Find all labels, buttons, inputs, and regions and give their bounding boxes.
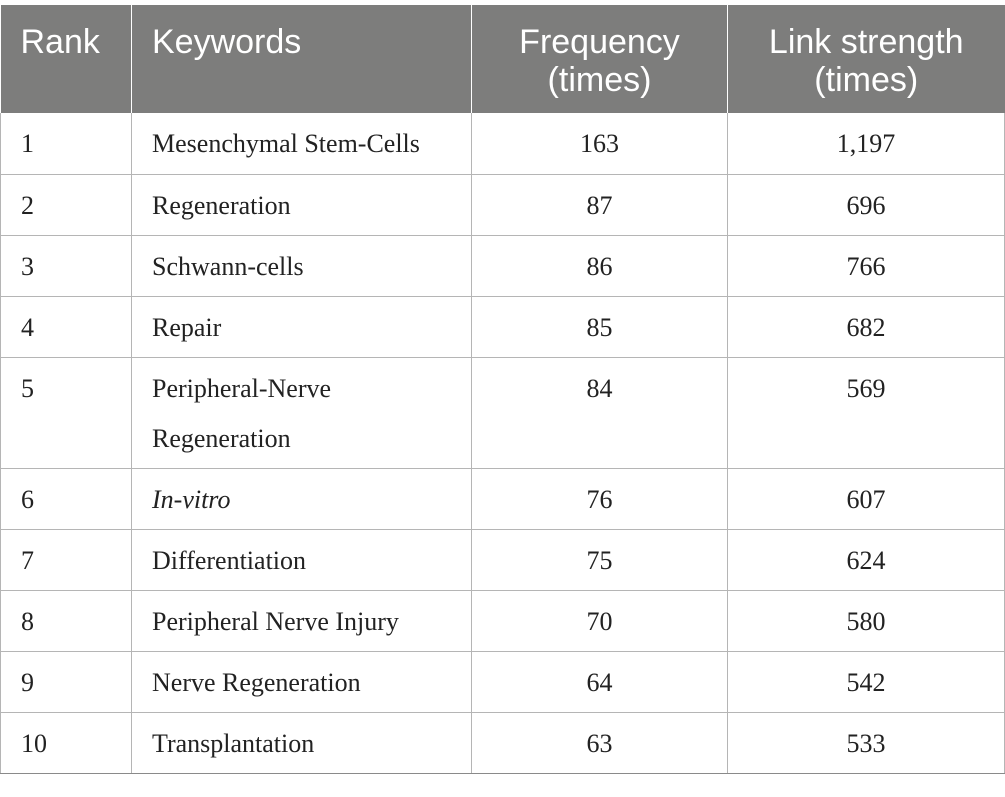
cell-keyword: Transplantation [132,712,472,773]
cell-rank: 7 [1,529,132,590]
table-row [1,357,1005,468]
table-row [1,296,1005,357]
cell-keyword: Repair [132,296,472,357]
cell-keyword: Regeneration [132,174,472,235]
table-row [1,174,1005,235]
header-link-strength [728,5,1005,113]
header-frequency-line2: (times) [547,61,652,99]
table-row [1,590,1005,651]
cell-frequency: 84 [472,357,728,468]
cell-frequency: 87 [472,174,728,235]
cell-link-strength: 607 [728,468,1005,529]
header-keywords-label: Keywords [152,23,302,61]
cell-link-strength: 533 [728,712,1005,773]
cell-frequency: 76 [472,468,728,529]
cell-keyword: Differentiation [132,529,472,590]
header-frequency [472,5,728,113]
cell-rank: 4 [1,296,132,357]
table-body [1,113,1005,773]
cell-rank: 9 [1,651,132,712]
header-row [1,5,1005,113]
table-row [1,235,1005,296]
cell-rank: 8 [1,590,132,651]
cell-frequency: 70 [472,590,728,651]
cell-rank: 6 [1,468,132,529]
cell-rank: 1 [1,113,132,174]
cell-link-strength: 569 [728,357,1005,468]
table-row [1,651,1005,712]
header-link-line2: (times) [814,61,919,99]
cell-frequency: 63 [472,712,728,773]
header-keywords [132,5,472,113]
cell-link-strength: 682 [728,296,1005,357]
cell-frequency: 86 [472,235,728,296]
cell-link-strength: 766 [728,235,1005,296]
cell-link-strength: 1,197 [728,113,1005,174]
cell-keyword: Mesenchymal Stem-Cells [132,113,472,174]
cell-keyword-line1: Peripheral-Nerve [152,373,332,403]
cell-keyword: In-vitro [132,468,472,529]
cell-rank: 10 [1,712,132,773]
header-link-line1: Link strength [768,23,964,61]
table-row [1,529,1005,590]
header-rank-label: Rank [20,23,100,61]
cell-keyword: Nerve Regeneration [132,651,472,712]
keywords-table [0,5,1005,774]
cell-frequency: 64 [472,651,728,712]
table-row [1,468,1005,529]
cell-rank: 2 [1,174,132,235]
table-header [1,5,1005,113]
cell-keyword-line2: Regeneration [152,423,291,453]
cell-link-strength: 580 [728,590,1005,651]
table-row [1,113,1005,174]
cell-rank: 3 [1,235,132,296]
cell-frequency: 75 [472,529,728,590]
cell-link-strength: 696 [728,174,1005,235]
cell-keyword [132,357,472,468]
cell-keyword: Peripheral Nerve Injury [132,590,472,651]
cell-rank: 5 [1,357,132,468]
cell-link-strength: 542 [728,651,1005,712]
cell-keyword: Schwann-cells [132,235,472,296]
header-rank [1,5,132,113]
cell-frequency: 163 [472,113,728,174]
table-row [1,712,1005,773]
header-frequency-line1: Frequency [519,23,680,61]
cell-frequency: 85 [472,296,728,357]
cell-link-strength: 624 [728,529,1005,590]
